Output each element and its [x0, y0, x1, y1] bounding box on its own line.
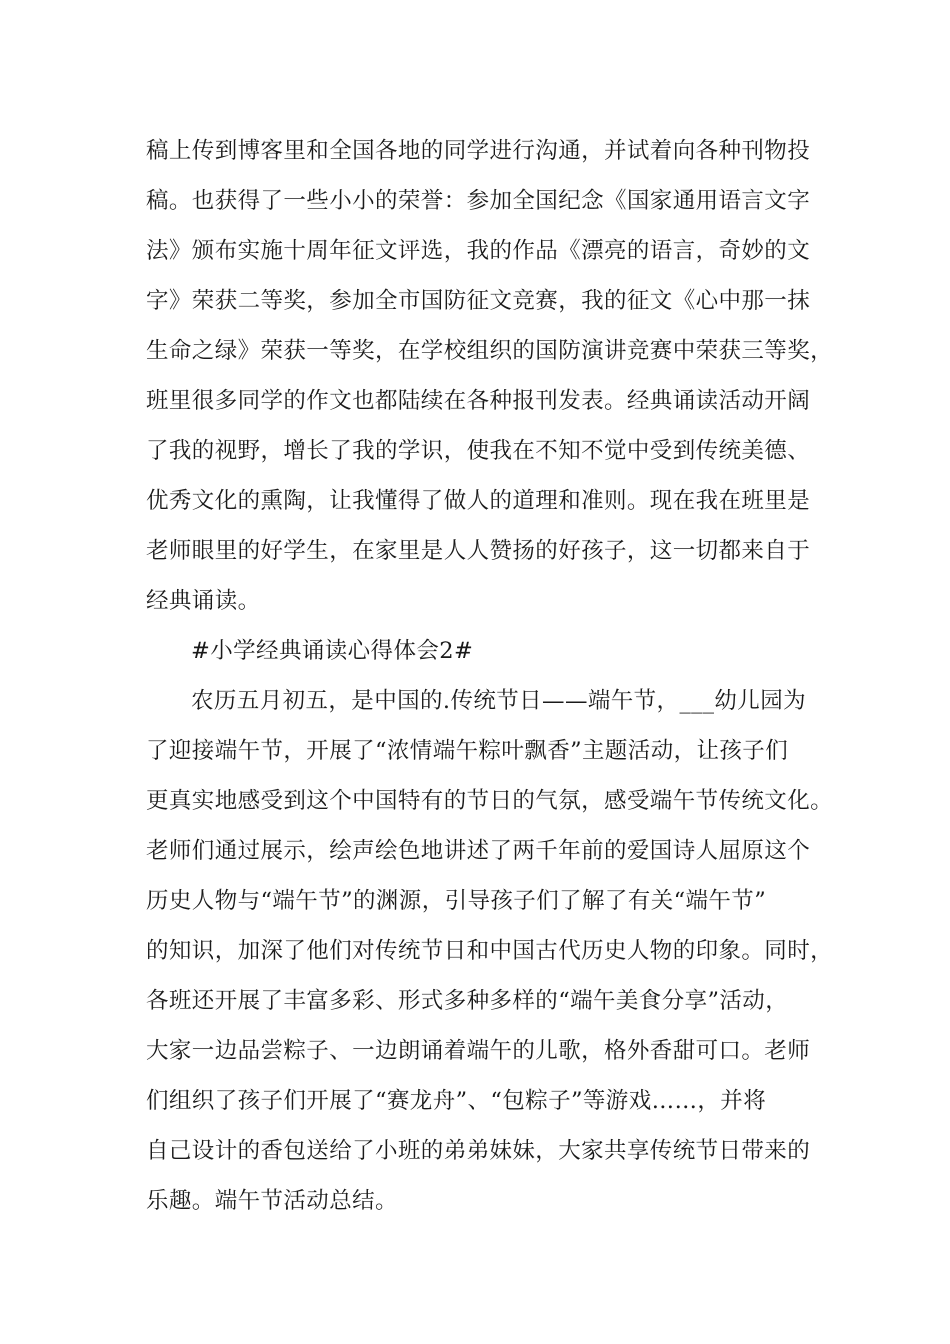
section-heading: #小学经典诵读心得体会2# [191, 638, 474, 664]
text-line: 农历五月初五，是中国的.传统节日——端午节，___幼儿园为 [191, 688, 807, 714]
text-line: 老师们通过展示，绘声绘色地讲述了两千年前的爱国诗人屈原这个 [146, 838, 811, 864]
text-line: 的知识，加深了他们对传统节日和中国古代历史人物的印象。同时， [146, 938, 834, 964]
text-line: 了迎接端午节，开展了“浓情端午粽叶飘香”主题活动，让孩子们 [146, 738, 789, 764]
text-line: 优秀文化的熏陶，让我懂得了做人的道理和准则。现在我在班里是 [146, 488, 811, 514]
text-line: 生命之绿》荣获一等奖，在学校组织的国防演讲竞赛中荣获三等奖， [146, 338, 834, 364]
text-line: 大家一边品尝粽子、一边朗诵着端午的儿歌，格外香甜可口。老师 [146, 1038, 811, 1064]
text-line: 乐趣。端午节活动总结。 [146, 1188, 398, 1214]
text-line: 更真实地感受到这个中国特有的节日的气氛，感受端午节传统文化。 [146, 788, 834, 814]
text-line: 稿上传到博客里和全国各地的同学进行沟通，并试着向各种刊物投 [146, 138, 811, 164]
text-line: 法》颁布实施十周年征文评选，我的作品《漂亮的语言，奇妙的文 [146, 238, 811, 264]
text-line: 各班还开展了丰富多彩、形式多种多样的“端午美食分享”活动， [146, 988, 789, 1014]
text-line: 自己设计的香包送给了小班的弟弟妹妹，大家共享传统节日带来的 [146, 1138, 811, 1164]
text-line: 经典诵读。 [146, 588, 261, 614]
text-line: 历史人物与“端午节”的渊源，引导孩子们了解了有关“端午节” [146, 888, 767, 914]
text-line: 们组织了孩子们开展了“赛龙舟”、“包粽子”等游戏……，并将 [146, 1088, 767, 1114]
text-line: 稿。也获得了一些小小的荣誉：参加全国纪念《国家通用语言文字 [146, 188, 811, 214]
text-line: 了我的视野，增长了我的学识，使我在不知不觉中受到传统美德、 [146, 438, 811, 464]
text-line: 老师眼里的好学生，在家里是人人赞扬的好孩子，这一切都来自于 [146, 538, 811, 564]
text-line: 班里很多同学的作文也都陆续在各种报刊发表。经典诵读活动开阔 [146, 388, 811, 414]
text-line: 字》荣获二等奖，参加全市国防征文竞赛，我的征文《心中那一抹 [146, 288, 811, 314]
